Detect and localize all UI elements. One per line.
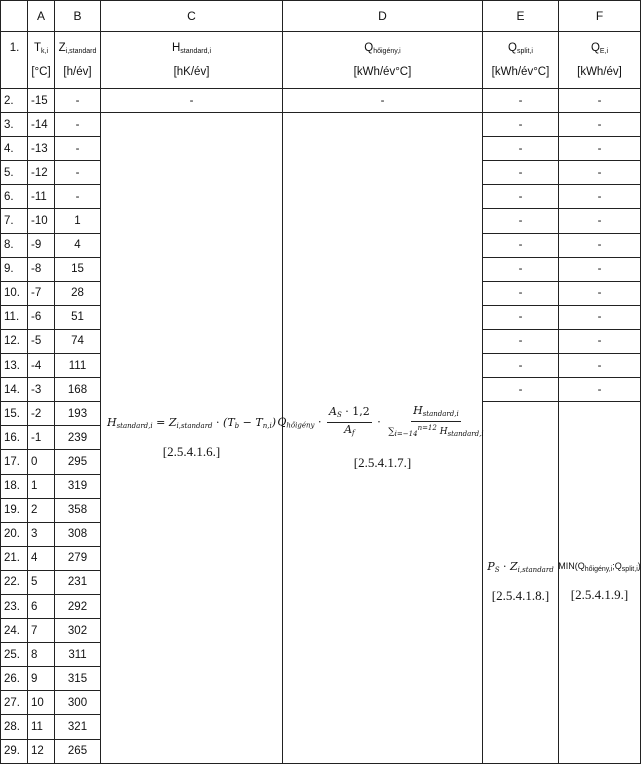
e-value-cell: - (483, 185, 559, 209)
temperature-cell: -12 (28, 161, 55, 185)
temperature-cell: 8 (28, 643, 55, 667)
header-units-row (1, 32, 641, 89)
hours-cell: 28 (55, 281, 101, 305)
hours-cell: - (55, 185, 101, 209)
row-number: 22. (1, 570, 28, 594)
hours-cell: 292 (55, 594, 101, 618)
formula-d-cell (277, 113, 484, 764)
temperature-cell: 12 (28, 739, 55, 763)
temperature-cell: 1 (28, 474, 55, 498)
header-e-subscript: split,i (517, 48, 533, 55)
column-letter-b: B (55, 1, 101, 32)
f-value-cell: - (559, 281, 641, 305)
f-value-cell: - (559, 89, 641, 113)
temperature-cell: 11 (28, 715, 55, 739)
row-number: 9. (1, 257, 28, 281)
row-number: 16. (1, 426, 28, 450)
formula-d: $Q_{hőigény}$ · $\frac{A_S \cdot 1,2}{A_f}$ · $\frac{H_{standard,i}}{\sum_{i=-14}^{n=12} H_{standard,i}}$ (277, 404, 484, 439)
temperature-cell: -14 (28, 113, 55, 137)
header-d-symbol: Q (364, 42, 374, 54)
corner-cell (1, 1, 28, 32)
row-number: 23. (1, 594, 28, 618)
header-d-subscript: hőigény,i (373, 48, 401, 55)
temperature-cell: 2 (28, 498, 55, 522)
f-value-cell: - (559, 305, 641, 329)
table-row (1, 113, 641, 137)
header-a-subscript: k,i (41, 48, 49, 55)
header-f-subscript: E,i (599, 48, 609, 55)
row-number: 15. (1, 402, 28, 426)
header-e-unit: [kWh/év°C] (491, 66, 550, 78)
hours-cell: 168 (55, 378, 101, 402)
formula-c-reference: [2.5.4.1.6.] (162, 443, 221, 459)
f-value-cell: - (559, 233, 641, 257)
formula-e-cell (483, 402, 559, 763)
hours-cell: 315 (55, 667, 101, 691)
temperature-cell: 3 (28, 522, 55, 546)
hours-cell: - (55, 137, 101, 161)
temperature-cell: -7 (28, 281, 55, 305)
header-c-subscript: standard,i (180, 48, 212, 55)
row-number: 14. (1, 378, 28, 402)
temperature-cell: 10 (28, 691, 55, 715)
header-f-unit: [kWh/év] (577, 66, 622, 78)
temperature-cell: -13 (28, 137, 55, 161)
hours-cell: - (55, 161, 101, 185)
row-number: 20. (1, 522, 28, 546)
temperature-cell: 0 (28, 450, 55, 474)
e-value-cell: - (483, 378, 559, 402)
temperature-cell: 7 (28, 619, 55, 643)
formula-e: $P_S \cdot Z_{i,standard}$ (487, 560, 554, 575)
hours-cell: - (55, 113, 101, 137)
f-value-cell: - (559, 113, 641, 137)
f-value-cell: - (559, 185, 641, 209)
f-value-cell: - (559, 209, 641, 233)
hours-cell: 265 (55, 739, 101, 763)
formula-c: $H_{standard,i} = Z_{i,standard} \cdot (T_b - T_{n,i})$ (107, 415, 276, 430)
row-number: 8. (1, 233, 28, 257)
hours-cell: 319 (55, 474, 101, 498)
temperature-cell: -4 (28, 354, 55, 378)
row-number: 13. (1, 354, 28, 378)
temperature-cell: -11 (28, 185, 55, 209)
hours-cell: 239 (55, 426, 101, 450)
e-value-cell: - (483, 113, 559, 137)
header-e (483, 32, 559, 89)
row-number: 28. (1, 715, 28, 739)
header-a-unit: [°C] (31, 66, 51, 78)
e-value-cell: - (483, 305, 559, 329)
temperature-cell: -2 (28, 402, 55, 426)
column-letter-a: A (28, 1, 55, 32)
header-d-unit: [kWh/év°C] (353, 66, 412, 78)
temperature-cell: 9 (28, 667, 55, 691)
header-f (559, 32, 641, 89)
hours-cell: 193 (55, 402, 101, 426)
row-number: 27. (1, 691, 28, 715)
hours-cell: 74 (55, 329, 101, 353)
temperature-cell: 4 (28, 546, 55, 570)
row-number: 19. (1, 498, 28, 522)
hours-cell: 311 (55, 643, 101, 667)
header-b (55, 32, 101, 89)
row-number: 10. (1, 281, 28, 305)
row-number: 25. (1, 643, 28, 667)
hours-cell: 111 (55, 354, 101, 378)
column-letter-row (1, 1, 641, 32)
row-number: 24. (1, 619, 28, 643)
formula-f-cell (559, 402, 641, 763)
e-value-cell: - (483, 209, 559, 233)
hours-cell: 308 (55, 522, 101, 546)
row-number: 1. (1, 32, 28, 89)
formula-f: $MIN(Q_{hőigény,i};Q_{split,i})$ (558, 561, 641, 574)
e-value-cell: - (483, 329, 559, 353)
row-number: 12. (1, 329, 28, 353)
header-e-symbol: Q (508, 42, 517, 54)
e-value-cell: - (483, 89, 559, 113)
temperature-cell: -3 (28, 378, 55, 402)
row-number: 5. (1, 161, 28, 185)
row-number: 3. (1, 113, 28, 137)
f-value-cell: - (559, 354, 641, 378)
hours-cell: 302 (55, 619, 101, 643)
f-value-cell: - (559, 137, 641, 161)
header-f-symbol: Q (590, 42, 600, 54)
e-value-cell: - (483, 161, 559, 185)
d-value-cell: - (283, 89, 483, 113)
header-b-unit: [h/év] (63, 66, 92, 78)
hours-cell: 300 (55, 691, 101, 715)
column-letter-c: C (101, 1, 283, 32)
temperature-cell: -15 (28, 89, 55, 113)
hours-cell: 15 (55, 257, 101, 281)
f-value-cell: - (559, 257, 641, 281)
row-number: 26. (1, 667, 28, 691)
header-c-unit: [hK/év] (173, 66, 210, 78)
row-number: 29. (1, 739, 28, 763)
c-value-cell: - (101, 89, 283, 113)
column-letter-d: D (283, 1, 483, 32)
hours-cell: 279 (55, 546, 101, 570)
f-value-cell: - (559, 161, 641, 185)
f-value-cell: - (559, 329, 641, 353)
formula-d-reference: [2.5.4.1.7.] (353, 455, 412, 471)
row-number: 4. (1, 137, 28, 161)
hours-cell: 1 (55, 209, 101, 233)
hours-cell: 295 (55, 450, 101, 474)
f-value-cell: - (559, 378, 641, 402)
table-row (1, 89, 641, 113)
temperature-cell: -1 (28, 426, 55, 450)
hours-cell: - (55, 89, 101, 113)
header-c (101, 32, 283, 89)
formula-e-reference: [2.5.4.1.8.] (491, 588, 550, 604)
e-value-cell: - (483, 233, 559, 257)
row-number: 11. (1, 305, 28, 329)
row-number: 2. (1, 89, 28, 113)
e-value-cell: - (483, 281, 559, 305)
header-b-symbol: Z (58, 42, 66, 54)
temperature-cell: -10 (28, 209, 55, 233)
e-value-cell: - (483, 257, 559, 281)
temperature-cell: -9 (28, 233, 55, 257)
temperature-cell: -6 (28, 305, 55, 329)
temperature-cell: -5 (28, 329, 55, 353)
hours-cell: 4 (55, 233, 101, 257)
e-value-cell: - (483, 354, 559, 378)
hours-cell: 51 (55, 305, 101, 329)
row-number: 18. (1, 474, 28, 498)
hours-cell: 321 (55, 715, 101, 739)
temperature-cell: 5 (28, 570, 55, 594)
column-letter-f: F (559, 1, 641, 32)
header-d (283, 32, 483, 89)
e-value-cell: - (483, 137, 559, 161)
temperature-cell: 6 (28, 594, 55, 618)
hours-cell: 358 (55, 498, 101, 522)
row-number: 17. (1, 450, 28, 474)
formula-f-reference: [2.5.4.1.9.] (570, 587, 629, 603)
row-number: 7. (1, 209, 28, 233)
header-a-symbol: T (33, 42, 42, 54)
row-number: 6. (1, 185, 28, 209)
header-c-symbol: H (171, 42, 181, 54)
header-a (28, 32, 55, 89)
temperature-cell: -8 (28, 257, 55, 281)
row-number: 21. (1, 546, 28, 570)
hours-cell: 231 (55, 570, 101, 594)
column-letter-e: E (483, 1, 559, 32)
formula-c-cell (101, 113, 283, 764)
header-b-subscript: i,standard (65, 48, 97, 55)
